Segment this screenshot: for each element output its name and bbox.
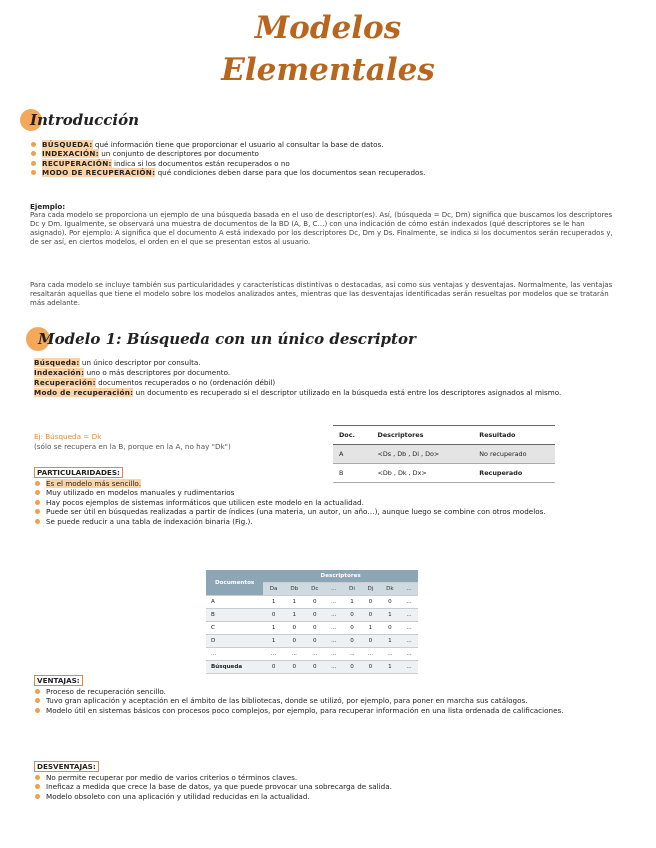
intro-paragraph-2: Para cada modelo se incluye también sus particularidades y características distintivas o destacadas, así como sus ventajas y desventajas. Normalmente, las ventajas resaltarán aquellas que tiene el modelo sobre los modelos analizados antes, mientras que las desventajas identificadas serán resueltas por modelos que se tratarán más adelante. bbox=[30, 281, 613, 307]
table-cell: ... bbox=[400, 622, 418, 635]
table-cell: 1 bbox=[380, 635, 400, 648]
model1-heading bbox=[38, 330, 416, 348]
row-label: ... bbox=[206, 648, 263, 661]
intro-heading bbox=[30, 111, 139, 129]
list-item: RECUPERACIÓN: indica si los documentos están recuperados o no bbox=[30, 159, 425, 168]
title-line-2: Elementales bbox=[221, 52, 435, 88]
table-cell: 0 bbox=[305, 609, 325, 622]
table-cell: 0 bbox=[284, 622, 305, 635]
table-cell: ... bbox=[325, 635, 343, 648]
list-item: INDEXACIÓN: un conjunto de descriptores por documento bbox=[30, 149, 425, 158]
particularidades-label: PARTICULARIDADES: bbox=[34, 468, 123, 477]
row-label: Búsqueda bbox=[206, 661, 263, 674]
table-cell: 1 bbox=[380, 661, 400, 674]
table-cell: 0 bbox=[305, 596, 325, 609]
table-row bbox=[206, 635, 418, 648]
row-label: C bbox=[206, 622, 263, 635]
table-row: A <Ds , Db , Di , Do> No recuperado bbox=[333, 445, 555, 464]
list-item: Se puede reducir a una tabla de indexación binaria (Fig.). bbox=[34, 517, 614, 526]
particularidades-list bbox=[34, 479, 614, 526]
table-cell: ... bbox=[263, 648, 284, 661]
table-cell: 1 bbox=[361, 622, 379, 635]
model1-heading-text: Modelo 1: Búsqueda con un único descriptor bbox=[38, 330, 416, 348]
table-cell: ... bbox=[400, 648, 418, 661]
table-cell: 1 bbox=[284, 609, 305, 622]
table-cell: 0 bbox=[284, 661, 305, 674]
table-cell: 0 bbox=[305, 622, 325, 635]
table-cell: 0 bbox=[343, 661, 361, 674]
col-header: Resultado bbox=[473, 426, 555, 445]
table-cell: 0 bbox=[263, 609, 284, 622]
def-modo-recuperacion: Modo de recuperación: un documento es recuperado si el descriptor utilizado en la búsqueda está entre los descriptores asignados al mismo. bbox=[34, 388, 562, 397]
example-paragraph: Para cada modelo se proporciona un ejemplo de una búsqueda basada en el uso de descriptor(es). Así, (búsqueda = Dc, Dm) significa que buscamos los descriptores Dc y Dm. Igualmente, se observará una muestra de documentos de la BD (A, B, C…) con una indicación de cómo están indexados (qué descriptores se le han asignado). Por ejemplo: A significa que el documento A está indexado por los descriptores Dc, Dm y Ds. Finalmente, se indica si los documentos serán recuperados y, de ser así, en ciertos modelos, el orden en el que se presentan estos al usuario. bbox=[30, 211, 613, 246]
table-cell: ... bbox=[343, 648, 361, 661]
list-item: No permite recuperar por medio de varios criterios o términos claves. bbox=[34, 773, 614, 782]
table-cell: 1 bbox=[343, 596, 361, 609]
table-cell: ... bbox=[400, 609, 418, 622]
table-cell: 0 bbox=[361, 596, 379, 609]
list-item: Muy utilizado en modelos manuales y rudimentarios bbox=[34, 488, 614, 497]
list-item: Ineficaz a medida que crece la base de datos, ya que puede provocar una sobrecarga de salida. bbox=[34, 782, 614, 791]
list-item: MODO DE RECUPERACIÓN: qué condiciones deben darse para que los documentos sean recuperados. bbox=[30, 168, 425, 177]
example-query: Ej: Búsqueda = Dk bbox=[34, 432, 102, 441]
list-item: Tuvo gran aplicación y aceptación en el ámbito de las bibliotecas, donde se utilizó, por ejemplo, para poner en marcha sus catálogos. bbox=[34, 696, 614, 705]
table-cell: 1 bbox=[380, 609, 400, 622]
title-line-1: Modelos bbox=[254, 10, 402, 46]
table-cell: 1 bbox=[263, 635, 284, 648]
table-cell: 0 bbox=[305, 635, 325, 648]
example-note: (sólo se recupera en la B, porque en la A, no hay "Dk") bbox=[34, 442, 231, 451]
table-row bbox=[206, 661, 418, 674]
list-item: Puede ser útil en búsquedas realizadas a partir de índices (una materia, un autor, un año…), aunque luego se combine con otros modelos. bbox=[34, 507, 614, 516]
table-cell: 0 bbox=[343, 622, 361, 635]
table-row: B <Db , Dk , Dx> Recuperado bbox=[333, 464, 555, 483]
table-row bbox=[206, 609, 418, 622]
list-item: Proceso de recuperación sencillo. bbox=[34, 687, 614, 696]
col-header: Descriptores bbox=[372, 426, 474, 445]
table-row bbox=[206, 596, 418, 609]
table-cell: ... bbox=[284, 648, 305, 661]
corner-header: Documentos bbox=[206, 570, 263, 596]
table-cell: ... bbox=[400, 596, 418, 609]
binary-table-body bbox=[206, 596, 418, 674]
row-label: B bbox=[206, 609, 263, 622]
table-cell: 0 bbox=[305, 661, 325, 674]
list-item: BÚSQUEDA: qué información tiene que proporcionar el usuario al consultar la base de datos. bbox=[30, 140, 425, 149]
table-cell: ... bbox=[400, 635, 418, 648]
table-cell: ... bbox=[305, 648, 325, 661]
table-cell: ... bbox=[325, 622, 343, 635]
list-item: Hay pocos ejemplos de sistemas informáticos que utilicen este modelo en la actualidad. bbox=[34, 498, 614, 507]
table-row bbox=[206, 622, 418, 635]
def-busqueda: Búsqueda: un único descriptor por consulta. bbox=[34, 358, 201, 367]
def-indexacion: Indexación: uno o más descriptores por documento. bbox=[34, 368, 231, 377]
table-cell: 0 bbox=[263, 661, 284, 674]
list-item: Modelo útil en sistemas básicos con procesos poco complejos, por ejemplo, para recuperar información en una lista ordenada de calificaciones. bbox=[34, 706, 614, 715]
table-cell: 0 bbox=[361, 609, 379, 622]
table-cell: ... bbox=[400, 661, 418, 674]
def-recuperacion: Recuperación: documentos recuperados o no (ordenación débil) bbox=[34, 378, 276, 387]
row-label: D bbox=[206, 635, 263, 648]
table-cell: 0 bbox=[380, 622, 400, 635]
col-header: Doc. bbox=[333, 426, 372, 445]
table-cell: 0 bbox=[284, 635, 305, 648]
ventajas-list bbox=[34, 687, 614, 715]
desventajas-label: DESVENTAJAS: bbox=[34, 762, 99, 771]
table-cell: 1 bbox=[284, 596, 305, 609]
intro-heading-text: Introducción bbox=[30, 111, 140, 129]
table-cell: 1 bbox=[263, 622, 284, 635]
table-cell: 0 bbox=[361, 661, 379, 674]
table-cell: ... bbox=[361, 648, 379, 661]
example-label: Ejemplo: bbox=[30, 202, 66, 211]
table-cell: 1 bbox=[263, 596, 284, 609]
table-cell: 0 bbox=[343, 609, 361, 622]
list-item: Es el modelo más sencillo. bbox=[34, 479, 614, 488]
table-cell: ... bbox=[325, 596, 343, 609]
group-header: Descriptores bbox=[263, 570, 418, 583]
desventajas-list bbox=[34, 773, 614, 801]
table-cell: 0 bbox=[361, 635, 379, 648]
table-cell: ... bbox=[380, 648, 400, 661]
table-cell: ... bbox=[325, 648, 343, 661]
table-cell: ... bbox=[325, 609, 343, 622]
intro-bullets bbox=[30, 140, 425, 178]
table-row bbox=[206, 648, 418, 661]
row-label: A bbox=[206, 596, 263, 609]
binary-table: Documentos Descriptores Da Db Dc ... Di Dj Dk ... A 1 1 0 ... 1 0 0 ... B 0 1 0 ... 0 0 1 ... C 1 0 0 ... 0 1 0 ... D 1 0 0 ... 0 0 1 ... ... ... ... ... ... ... ... ... ... Búsqueda 0 0 0 ... 0 0 1 ... bbox=[206, 570, 418, 674]
table-cell: 0 bbox=[343, 635, 361, 648]
table-cell: ... bbox=[325, 661, 343, 674]
doc-table bbox=[333, 425, 555, 483]
ventajas-label: VENTAJAS: bbox=[34, 676, 83, 685]
table-cell: 0 bbox=[380, 596, 400, 609]
list-item: Modelo obsoleto con una aplicación y utilidad reducidas en la actualidad. bbox=[34, 792, 614, 801]
